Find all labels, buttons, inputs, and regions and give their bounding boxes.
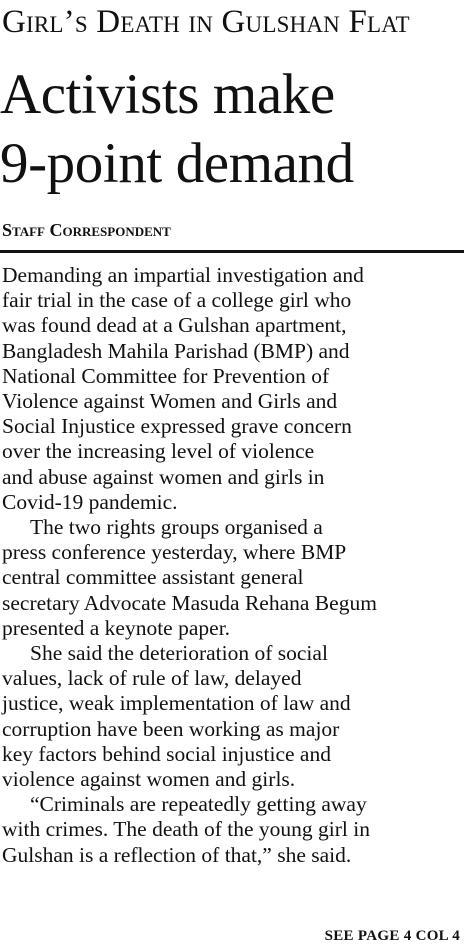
continued-on-page-label: SEE PAGE 4 COL 4 bbox=[324, 928, 460, 944]
body-line: over the increasing level of violence bbox=[2, 439, 315, 464]
paragraph-start-line: She said the deterioration of social bbox=[30, 641, 328, 666]
byline-divider bbox=[0, 250, 464, 253]
headline bbox=[0, 60, 464, 198]
body-line: secretary Advocate Masuda Rehana Begum bbox=[2, 590, 377, 615]
paragraph-start-line: “Criminals are repeatedly getting away bbox=[30, 792, 367, 817]
body-line: was found dead at a Gulshan apartment, bbox=[2, 313, 347, 338]
kicker: Girl’s Death in Gulshan Flat bbox=[2, 4, 410, 40]
body-line: corruption have been working as major bbox=[2, 716, 340, 741]
headline-line: 9-point demand bbox=[0, 132, 354, 195]
body-line: violence against women and girls. bbox=[2, 767, 296, 792]
body-line: Covid-19 pandemic. bbox=[2, 489, 178, 514]
body-line: National Committee for Prevention of bbox=[2, 363, 330, 388]
body-line: with crimes. The death of the young girl in bbox=[2, 817, 371, 842]
article-body bbox=[2, 263, 464, 868]
body-line: press conference yesterday, where BMP bbox=[2, 540, 347, 565]
body-line: justice, weak implementation of law and bbox=[2, 691, 351, 716]
headline-line: Activists make bbox=[0, 63, 335, 126]
body-line: fair trial in the case of a college girl who bbox=[2, 288, 352, 313]
body-line: Bangladesh Mahila Parishad (BMP) and bbox=[2, 338, 350, 363]
body-line: values, lack of rule of law, delayed bbox=[2, 666, 302, 691]
paragraph-start-line: The two rights groups organised a bbox=[30, 515, 323, 540]
body-line: key factors behind social injustice and bbox=[2, 741, 331, 766]
body-line: Demanding an impartial investigation and bbox=[2, 263, 364, 287]
body-line: Social Injustice expressed grave concern bbox=[2, 414, 352, 439]
body-line: Gulshan is a reflection of that,” she said. bbox=[2, 842, 352, 867]
byline: Staff Correspondent bbox=[2, 220, 171, 240]
body-line: and abuse against women and girls in bbox=[2, 464, 325, 489]
body-line: presented a keynote paper. bbox=[2, 615, 231, 640]
body-line: central committee assistant general bbox=[2, 565, 304, 590]
body-line: Violence against Women and Girls and bbox=[2, 389, 338, 414]
